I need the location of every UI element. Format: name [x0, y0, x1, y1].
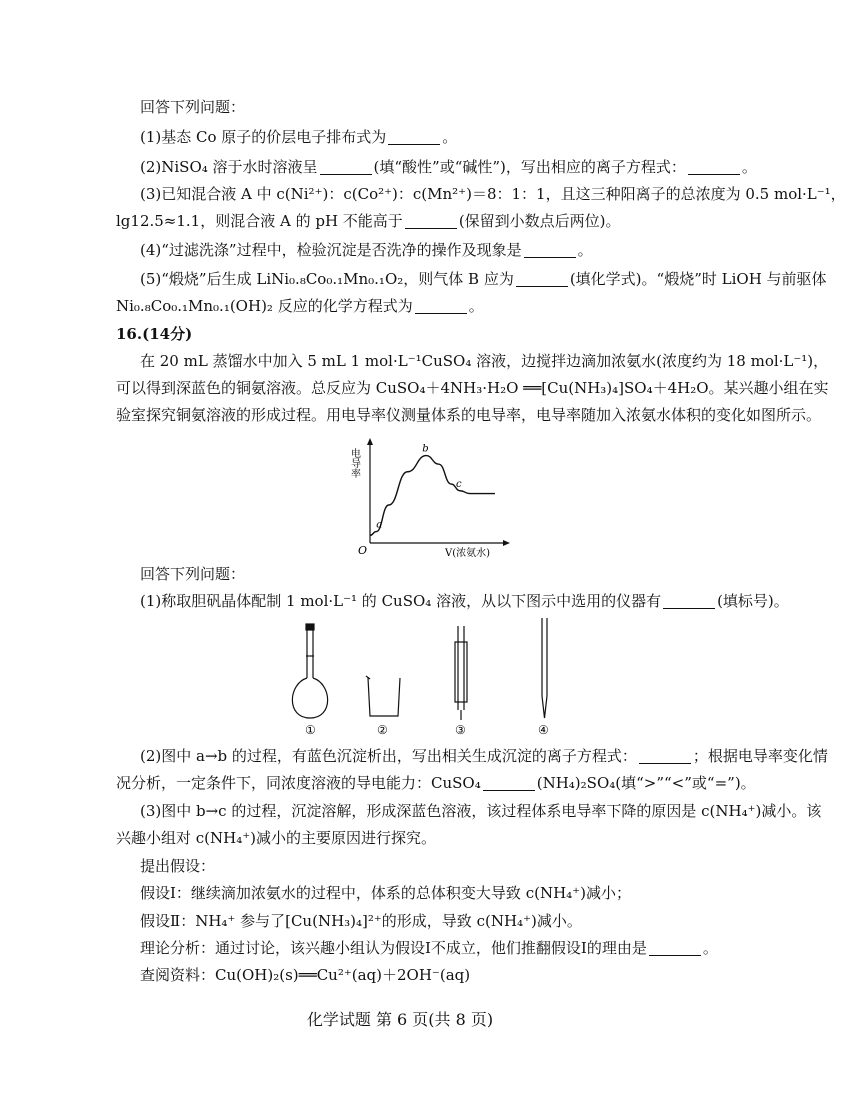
intro-text: 回答下列问题： — [140, 98, 246, 116]
conductivity-curve — [370, 456, 495, 536]
answer-blank[interactable] — [415, 299, 467, 314]
answer-blank[interactable] — [388, 130, 440, 145]
para-line1: 在 20 mL 蒸馏水中加入 5 mL 1 mol·L⁻¹CuSO₄ 溶液，边搅拌边滴加浓氨水(浓度约为 18 mol·L⁻¹)， — [140, 352, 829, 370]
question-16-heading: 16.(14分) — [116, 325, 193, 343]
instrument-label-1: ① — [305, 723, 316, 737]
conductivity-chart — [350, 438, 510, 558]
sub-q3-line1: (3)图中 b→c 的过程，沉淀溶解，形成深蓝色溶液，该过程体系电导率下降的原因是 c(NH₄⁺)减小。该 — [140, 802, 822, 820]
sub-q2-line2: 况分析，一定条件下，同浓度溶液的导电能力：CuSO₄ (NH₄)₂SO₄(填“>”“<”或“=”)。 — [116, 774, 756, 792]
q3-line2: lg12.5≈1.1，则混合液 A 的 pH 不能高于 (保留到小数点后两位)。 — [116, 212, 621, 230]
para-line3: 验室探究铜氨溶液的形成过程。用电导率仪测量体系的电导率，电导率随加入浓氨水体积的变化如图所示。 — [116, 406, 822, 424]
para-line2: 可以得到深蓝色的铜氨溶液。总反应为 CuSO₄＋4NH₃·H₂O ══[Cu(NH₃)₄]SO₄＋4H₂O。某兴趣小组在实 — [116, 379, 829, 397]
q5-line2: Ni₀.₈Co₀.₁Mn₀.₁(OH)₂ 反应的化学方程式为 。 — [116, 297, 484, 315]
point-label-c: c — [456, 478, 462, 490]
burette-icon — [455, 626, 467, 720]
reference-data: 查阅资料：Cu(OH)₂(s)══Cu²⁺(aq)＋2OH⁻(aq) — [140, 966, 471, 984]
hypothesis-1: 假设Ⅰ：继续滴加浓氨水的过程中，体系的总体积变大导致 c(NH₄⁺)减小； — [140, 884, 631, 902]
instrument-figures — [250, 618, 580, 738]
intro-text-2: 回答下列问题： — [140, 565, 246, 583]
beaker-icon — [366, 676, 400, 716]
instrument-label-2: ② — [377, 723, 388, 737]
answer-blank[interactable] — [483, 776, 535, 791]
sub-q1: (1)称取胆矾晶体配制 1 mol·L⁻¹ 的 CuSO₄ 溶液，从以下图示中选用的仪器有 (填标号)。 — [140, 592, 789, 610]
point-label-b: b — [422, 443, 429, 455]
x-axis-label: V(浓氨水) — [445, 548, 491, 559]
q4: (4)“过滤洗涤”过程中，检验沉淀是否洗净的操作及现象是 。 — [140, 241, 593, 259]
sub-q2-line1: (2)图中 a→b 的过程，有蓝色沉淀析出，写出相关生成沉淀的离子方程式： ；根据电导率变化情 — [140, 747, 828, 765]
theory-analysis: 理论分析：通过讨论，该兴趣小组认为假设Ⅰ不成立，他们推翻假设Ⅰ的理由是 。 — [140, 939, 718, 957]
instrument-label-3: ③ — [455, 723, 466, 737]
origin-label: O — [358, 544, 368, 557]
q3-line1: (3)已知混合液 A 中 c(Ni²⁺)：c(Co²⁺)：c(Mn²⁺)＝8：1：1，且这三种阳离子的总浓度为 0.5 mol·L⁻¹， — [140, 185, 846, 203]
q1: (1)基态 Co 原子的价层电子排布式为 。 — [140, 128, 458, 146]
graduated-pipette-icon — [542, 618, 547, 718]
point-label-a: a — [376, 519, 383, 531]
answer-blank[interactable] — [649, 941, 701, 956]
hypothesis-2: 假设Ⅱ：NH₄⁺ 参与了[Cu(NH₃)₄]²⁺的形成，导致 c(NH₄⁺)减小。 — [140, 912, 582, 930]
q5-line1: (5)“煅烧”后生成 LiNi₀.₈Co₀.₁Mn₀.₁O₂，则气体 B 应为 (填化学式)。“煅烧”时 LiOH 与前驱体 — [140, 270, 827, 288]
answer-blank[interactable] — [516, 272, 568, 287]
instrument-label-4: ④ — [538, 723, 549, 737]
answer-blank[interactable] — [524, 243, 576, 258]
answer-blank[interactable] — [405, 214, 457, 229]
hypothesis-heading: 提出假设： — [140, 857, 216, 875]
answer-blank[interactable] — [688, 160, 740, 175]
chart-axes — [367, 438, 510, 546]
answer-blank[interactable] — [320, 160, 372, 175]
y-axis-label: 电导率 — [348, 448, 360, 478]
sub-q3-line2: 兴趣小组对 c(NH₄⁺)减小的主要原因进行探究。 — [116, 829, 437, 847]
answer-blank[interactable] — [663, 594, 715, 609]
q2: (2)NiSO₄ 溶于水时溶液呈 (填“酸性”或“碱性”)，写出相应的离子方程式： 。 — [140, 158, 757, 176]
page-footer: 化学试题 第 6 页(共 8 页) — [306, 1010, 494, 1029]
volumetric-flask-icon — [292, 624, 327, 718]
answer-blank[interactable] — [639, 749, 691, 764]
